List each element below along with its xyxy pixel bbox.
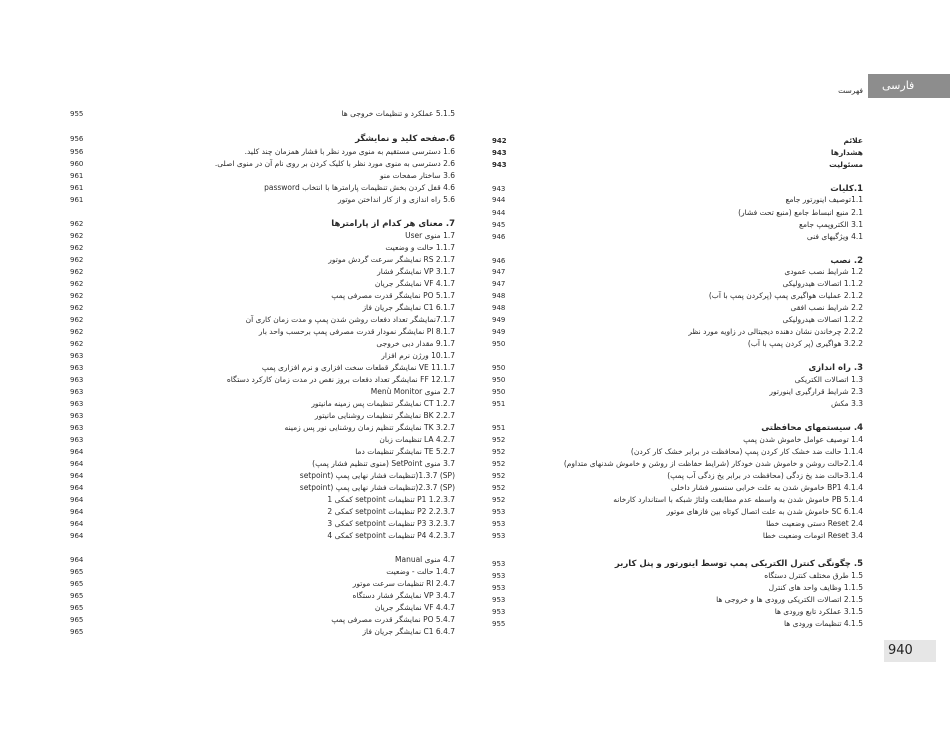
toc-entry-page: 952 xyxy=(492,496,506,504)
toc-entry-title: RI 2.4.7 تنظیمات سرعت موتور xyxy=(352,579,455,588)
toc-entry-page: 962 xyxy=(70,220,84,228)
left-toc-entry[interactable] xyxy=(0,446,950,458)
toc-entry-title: VE 11.1.7 نمایشگر قطعات سخت افزاری و نرم افزاری پمپ xyxy=(261,363,455,372)
toc-entry-title: 3.2.2 هواگیری (پر کردن پمپ با آب) xyxy=(747,339,863,348)
toc-entry-page: 964 xyxy=(70,508,84,516)
left-toc-entry[interactable] xyxy=(0,278,950,290)
toc-entry-title: 1.4 توصیف عوامل خاموش شدن پمپ xyxy=(743,435,863,444)
toc-entry-title: 2.2 شرایط نصب افقی xyxy=(790,303,863,312)
toc-entry-page: 945 xyxy=(492,221,506,229)
toc-entry-page: 964 xyxy=(70,460,84,468)
left-toc-entry[interactable] xyxy=(0,290,950,302)
toc-entry-page: 963 xyxy=(70,412,84,420)
toc-entry-page: 962 xyxy=(70,304,84,312)
toc-entry-page: 943 xyxy=(492,185,506,193)
page-number: 940 xyxy=(884,640,936,662)
toc-entry-title: 1.1توصیف اینورتور جامع xyxy=(785,195,863,204)
toc-entry-page: 953 xyxy=(492,608,506,616)
toc-entry-page: 942 xyxy=(492,137,507,145)
toc-entry-title: 3.1.4حالت ضد یخ زدگی (محافظت در برابر یخ زدگی آب پمپ) xyxy=(667,471,863,480)
left-toc-entry[interactable] xyxy=(0,398,950,410)
left-toc-entry[interactable] xyxy=(0,458,950,470)
toc-entry-page: 965 xyxy=(70,628,84,636)
toc-entry-title: 1.1.7 حالت و وضعیت xyxy=(385,243,455,252)
left-toc-entry[interactable] xyxy=(0,386,950,398)
toc-entry-page: 949 xyxy=(492,316,506,324)
left-toc-entry[interactable] xyxy=(0,326,950,338)
toc-entry-page: 956 xyxy=(70,148,84,156)
left-toc-entry[interactable] xyxy=(0,218,950,230)
toc-entry-page: 948 xyxy=(492,304,506,312)
toc-entry-title: FF 12.1.7 نمایشگر تعداد دفعات بروز نقص در مدت زمان کارکرد دستگاه xyxy=(226,375,455,384)
toc-entry-title: BK 2.2.7 نمایشگر تنظیمات روشنایی مانیتور xyxy=(314,411,455,420)
left-toc-entry[interactable] xyxy=(0,170,950,182)
left-toc-entry[interactable] xyxy=(0,506,950,518)
toc-entry-page: 961 xyxy=(70,184,84,192)
toc-entry-page: 953 xyxy=(492,532,506,540)
left-toc-entry[interactable] xyxy=(0,230,950,242)
toc-entry-title: 1.1.2 اتصالات هیدرولیکی xyxy=(782,279,863,288)
toc-entry-page: 965 xyxy=(70,592,84,600)
toc-entry-page: 964 xyxy=(70,520,84,528)
toc-entry-title: 7. معنای هر کدام از پارامترها xyxy=(331,219,455,229)
toc-entry-page: 962 xyxy=(70,256,84,264)
toc-entry-title: LA 4.2.7 تنظیمات زبان xyxy=(379,435,455,444)
toc-entry-title: 3.3 مکش xyxy=(830,399,863,408)
toc-entry-page: 962 xyxy=(70,316,84,324)
toc-entry-page: 963 xyxy=(70,364,84,372)
toc-entry-page: 950 xyxy=(492,388,506,396)
toc-entry-title: 1.1.4 حالت ضد خشک کار کردن پمپ (محافظت در برابر خشک کار کردن) xyxy=(630,447,863,456)
toc-entry-title: 1.کلیات xyxy=(830,184,863,194)
toc-entry-page: 964 xyxy=(70,532,84,540)
toc-entry-title: 1.3 اتصالات الکتریکی xyxy=(794,375,863,384)
toc-entry-page: 965 xyxy=(70,604,84,612)
toc-entry-title: فهرست xyxy=(838,86,863,95)
toc-entry-title: 2.6 دسترسی به منوی مورد نظر با کلیک کردن بر روی نام آن در منوی اصلی. xyxy=(214,159,455,168)
toc-entry-page: 962 xyxy=(70,280,84,288)
toc-entry-page: 943 xyxy=(492,161,507,169)
toc-entry-title: هشدارها xyxy=(830,148,863,157)
toc-entry-page: 952 xyxy=(492,436,506,444)
toc-entry-title: 3. راه اندازی xyxy=(808,363,863,373)
left-toc-entry[interactable] xyxy=(0,362,950,374)
toc-entry-page: 963 xyxy=(70,388,84,396)
toc-entry-page: 951 xyxy=(492,400,506,408)
left-toc-entry[interactable] xyxy=(0,338,950,350)
toc-entry-title: 1.2 شرایط نصب عمودی xyxy=(784,267,863,276)
toc-entry-page: 964 xyxy=(70,448,84,456)
toc-entry-title: TK 3.2.7 نمایشگر تنظیم زمان روشنایی نور پس زمینه xyxy=(284,423,455,432)
toc-entry-title: VP 3.1.7 نمایشگر فشار xyxy=(377,267,455,276)
toc-entry-title: 4.1.5 تنظیمات ورودی ها xyxy=(783,619,863,628)
left-toc-entry[interactable] xyxy=(0,626,950,638)
left-toc-entry[interactable] xyxy=(0,614,950,626)
toc-entry-title: 1.7 منوی User xyxy=(405,231,455,240)
toc-entry-title: 2. نصب xyxy=(830,256,863,266)
toc-entry-title: PO 5.1.7 نمایشگر قدرت مصرفی پمپ xyxy=(331,291,455,300)
toc-entry-title: 3.1 الکتروپمپ جامع xyxy=(799,220,863,229)
toc-entry-title: (SP) 1.3.7(تنظیمات فشار نهایی پمپ (setpoint xyxy=(299,471,455,480)
left-toc-entry[interactable] xyxy=(0,133,950,145)
toc-entry-title: SC 6.1.4 خاموش شدن به علت اتصال کوتاه بین فازهای موتور xyxy=(666,507,863,516)
toc-entry-title: 2.7 منوی Menù Monitor xyxy=(370,387,455,396)
toc-entry-title: Reset 2.4 دستی وضعیت خطا xyxy=(766,519,863,528)
left-toc-entry[interactable] xyxy=(0,494,950,506)
toc-entry-page: 962 xyxy=(70,292,84,300)
toc-entry-page: 951 xyxy=(492,424,506,432)
toc-entry-page: 944 xyxy=(492,209,506,217)
toc-entry-page: 950 xyxy=(492,340,506,348)
left-toc-entry[interactable] xyxy=(0,530,950,542)
toc-entry-title: 4.1 ویژگیهای فنی xyxy=(806,232,863,241)
language-tab[interactable]: فارسی xyxy=(868,74,950,98)
toc-entry-page: 952 xyxy=(492,460,506,468)
left-toc-entry[interactable] xyxy=(0,434,950,446)
left-toc-entry[interactable] xyxy=(0,566,950,578)
toc-entry-page: 963 xyxy=(70,400,84,408)
toc-entry-page: 953 xyxy=(492,508,506,516)
toc-entry-title: 5.1.5 عملکرد و تنظیمات خروجی ها xyxy=(341,109,455,118)
toc-entry-title: 1.6 دسترسی مستقیم به منوی مورد نظر با فشار همزمان چند کلید. xyxy=(244,147,455,156)
toc-entry-page: 953 xyxy=(492,520,506,528)
left-toc-entry[interactable] xyxy=(0,554,950,566)
toc-entry-title: Reset 3.4 اتومات وضعیت خطا xyxy=(762,531,863,540)
toc-entry-title: PO 5.4.7 نمایشگر قدرت مصرفی پمپ xyxy=(331,615,455,624)
left-toc-entry[interactable] xyxy=(0,422,950,434)
toc-entry-page: 963 xyxy=(70,352,84,360)
toc-entry-page: 963 xyxy=(70,424,84,432)
toc-entry-title: 1.2.2 اتصالات هیدرولیکی xyxy=(782,315,863,324)
left-toc-entry[interactable] xyxy=(0,182,950,194)
toc-entry-page: 964 xyxy=(70,484,84,492)
toc-entry-title: 3.7 منوی SetPoint (منوی تنظیم فشار پمپ) xyxy=(312,459,455,468)
toc-entry-title: 3.6 ساختار صفحات منو xyxy=(380,171,455,180)
toc-entry-title: 3.1.5 عملکرد تابع ورودی ها xyxy=(774,607,863,616)
toc-entry-title: 4. سیستمهای محافظتی xyxy=(761,423,863,433)
toc-entry-page: 953 xyxy=(492,584,506,592)
left-toc-entry[interactable] xyxy=(0,350,950,362)
left-toc-entry[interactable] xyxy=(0,302,950,314)
left-toc-entry[interactable] xyxy=(0,314,950,326)
toc-entry-page: 961 xyxy=(70,196,84,204)
toc-entry-title: 1.1.5 وظایف واحد های کنترل xyxy=(768,583,863,592)
toc-entry-page: 963 xyxy=(70,436,84,444)
toc-entry-page: 950 xyxy=(492,364,506,372)
toc-entry-page: 947 xyxy=(492,268,506,276)
toc-entry-page: 962 xyxy=(70,232,84,240)
toc-entry-title: RS 2.1.7 نمایشگر سرعت گردش موتور xyxy=(328,255,455,264)
toc-entry-title: مسئولیت xyxy=(829,160,863,169)
toc-entry-page: 943 xyxy=(492,149,507,157)
toc-entry-title: 5. چگونگی کنترل الکتریکی پمپ توسط اینورتور و پنل کاربر xyxy=(614,559,863,569)
toc-entry-page: 950 xyxy=(492,376,506,384)
toc-entry-title: 1.4.7 حالت - وضعیت xyxy=(386,567,455,576)
right-toc-entry[interactable] xyxy=(0,85,950,97)
toc-entry-title: 7.1.7نمایشگر تعداد دفعات روشن شدن پمپ و مدت زمان کاری آن xyxy=(245,315,455,324)
left-toc-entry[interactable] xyxy=(0,482,950,494)
left-toc-entry[interactable] xyxy=(0,194,950,206)
toc-entry-title: CT 1.2.7 نمایشگر تنظیمات پس زمینه مانیتور xyxy=(311,399,455,408)
toc-entry-page: 955 xyxy=(70,110,84,118)
toc-entry-title: VF 4.4.7 نمایشگر جریان xyxy=(374,603,455,612)
left-toc-entry[interactable] xyxy=(0,158,950,170)
toc-entry-title: P3 3.2.3.7 تنظیمات setpoint کمکی 3 xyxy=(327,519,455,528)
toc-entry-title: PI 8.1.7 نمایشگر نمودار قدرت مصرفی پمپ برحسب واحد بار xyxy=(258,327,455,336)
left-toc-entry[interactable] xyxy=(0,578,950,590)
toc-entry-page: 962 xyxy=(70,268,84,276)
toc-entry-title: 9.1.7 مقدار دبی خروجی xyxy=(376,339,455,348)
toc-entry-page: 956 xyxy=(70,135,84,143)
toc-entry-page: 960 xyxy=(70,160,84,168)
toc-entry-page: 949 xyxy=(492,328,506,336)
toc-entry-page: 962 xyxy=(70,340,84,348)
left-toc-entry[interactable] xyxy=(0,146,950,158)
toc-entry-title: (SP) 2.3.7(تنظیمات فشار نهایی پمپ (setpoint xyxy=(299,483,455,492)
toc-entry-title: 2.2.2 چرخاندن نشان دهنده دیجیتالی در زاویه مورد نظر xyxy=(688,327,863,336)
toc-entry-page: 962 xyxy=(70,244,84,252)
toc-entry-title: C1 6.4.7 نمایشگر جریان فاز xyxy=(362,627,455,636)
left-toc-entry[interactable] xyxy=(0,254,950,266)
toc-entry-page: 964 xyxy=(70,472,84,480)
toc-entry-page: 963 xyxy=(70,376,84,384)
left-toc-entry[interactable] xyxy=(0,518,950,530)
left-toc-entry[interactable] xyxy=(0,470,950,482)
toc-entry-title: VF 4.1.7 نمایشگر جریان xyxy=(374,279,455,288)
left-toc-entry[interactable] xyxy=(0,108,950,120)
toc-entry-title: P2 2.2.3.7 تنظیمات setpoint کمکی 2 xyxy=(327,507,455,516)
toc-entry-title: BP1 4.1.4 خاموش شدن به علت خرابی سنسور فشار داخلی xyxy=(670,483,863,492)
toc-entry-page: 961 xyxy=(70,172,84,180)
toc-entry-title: PB 5.1.4 خاموش شدن به واسطه عدم مطابقت ولتاژ شبکه با استاندارد کارخانه xyxy=(613,495,863,504)
toc-entry-page: 953 xyxy=(492,572,506,580)
toc-entry-title: 2.3 شرایط قرارگیری اینورتور xyxy=(769,387,863,396)
toc-entry-page: 952 xyxy=(492,448,506,456)
toc-entry-title: 2.1.5 اتصالات الکتریکی ورودی ها و خروجی ها xyxy=(716,595,863,604)
toc-entry-page: 965 xyxy=(70,568,84,576)
toc-entry-title: 1.5 طرق مختلف کنترل دستگاه xyxy=(764,571,863,580)
left-toc-entry[interactable] xyxy=(0,374,950,386)
toc-entry-page: 946 xyxy=(492,257,506,265)
toc-entry-title: C1 6.1.7 نمایشگر جریان فاز xyxy=(362,303,455,312)
toc-entry-page: 953 xyxy=(492,596,506,604)
left-toc-entry[interactable] xyxy=(0,410,950,422)
toc-entry-title: 5.6 راه اندازی و از کار انداختن موتور xyxy=(337,195,455,204)
toc-entry-title: علائم xyxy=(843,136,863,145)
toc-entry-page: 965 xyxy=(70,580,84,588)
toc-entry-title: VP 3.4.7 نمایشگر فشار دستگاه xyxy=(352,591,455,600)
toc-entry-title: 4.7 منوی Manual xyxy=(395,555,455,564)
toc-entry-title: 10.1.7 ورژن نرم افزار xyxy=(381,351,455,360)
left-toc-entry[interactable] xyxy=(0,242,950,254)
toc-entry-page: 955 xyxy=(492,620,506,628)
left-toc-entry[interactable] xyxy=(0,602,950,614)
toc-entry-page: 952 xyxy=(492,472,506,480)
toc-entry-title: TE 5.2.7 نمایشگر تنظیمات دما xyxy=(355,447,455,456)
left-toc-entry[interactable] xyxy=(0,266,950,278)
toc-entry-title: P4 4.2.3.7 تنظیمات setpoint کمکی 4 xyxy=(327,531,455,540)
left-toc-entry[interactable] xyxy=(0,590,950,602)
toc-entry-page: 962 xyxy=(70,328,84,336)
toc-entry-title: 2.1.4حالت روشن و خاموش شدن خودکار (شرایط حفاظت از روشن و خاموش شدنهای متداوم) xyxy=(563,459,863,468)
toc-entry-page: 948 xyxy=(492,292,506,300)
toc-entry-page: 964 xyxy=(70,556,84,564)
toc-entry-page: 946 xyxy=(492,233,506,241)
toc-entry-page: 947 xyxy=(492,280,506,288)
toc-entry-page: 953 xyxy=(492,560,506,568)
toc-entry-page: 952 xyxy=(492,484,506,492)
toc-entry-title: 4.6 قفل کردن بخش تنظیمات پارامترها با انتخاب password xyxy=(264,183,455,192)
toc-entry-title: P1 1.2.3.7 تنظیمات setpoint کمکی 1 xyxy=(327,495,455,504)
toc-entry-title: 2.1 منبع انبساط جامع (منبع تحت فشار) xyxy=(738,208,863,217)
toc-entry-page: 944 xyxy=(492,196,506,204)
toc-entry-page: 965 xyxy=(70,616,84,624)
toc-entry-title: 2.1.2 عملیات هواگیری پمپ (پرکردن پمپ با آب) xyxy=(708,291,863,300)
toc-entry-page: 964 xyxy=(70,496,84,504)
toc-entry-title: 6.صفحه کلید و نمایشگر xyxy=(355,134,455,144)
